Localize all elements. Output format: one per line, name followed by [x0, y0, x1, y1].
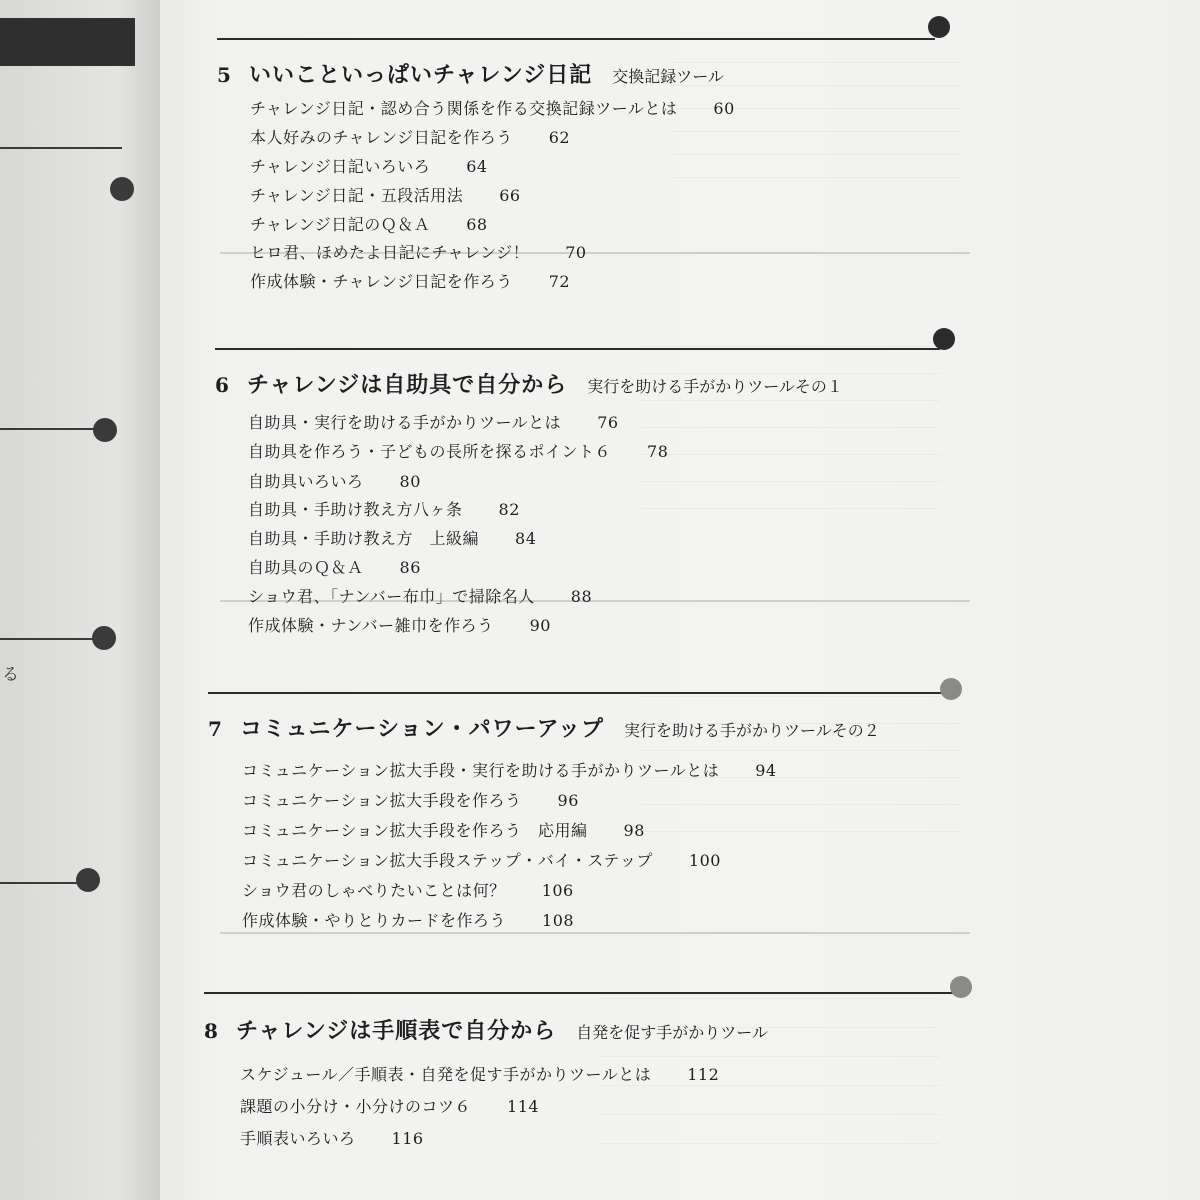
- chapter-subtitle: 実行を助ける手がかりツールその２: [624, 721, 880, 740]
- left-page: [0, 0, 168, 1200]
- chapter-subtitle: 実行を助ける手がかりツールその１: [587, 377, 843, 396]
- entry-page: 72: [548, 272, 571, 291]
- toc-entry[interactable]: [242, 758, 777, 781]
- chapter-number: 6: [215, 373, 230, 397]
- entry-title: ショウ君のしゃべりたいことは何？: [242, 881, 506, 900]
- toc-entry[interactable]: [248, 469, 421, 492]
- entry-page: 114: [507, 1097, 540, 1116]
- chapter-rule-dot: [933, 328, 955, 350]
- toc-entry[interactable]: [250, 212, 488, 235]
- entry-title: チャレンジ日記のＱ＆Ａ: [250, 215, 431, 234]
- toc-entry[interactable]: [240, 1094, 539, 1117]
- entry-page: 82: [498, 500, 520, 519]
- chapter-rule: [208, 692, 943, 694]
- entry-page: 84: [515, 529, 537, 548]
- entry-title: 本人好みのチャレンジ日記を作ろう: [250, 128, 513, 147]
- entry-title: コミュニケーション拡大手段・実行を助ける手がかりツールとは: [242, 761, 720, 780]
- entry-page: 90: [529, 616, 551, 635]
- left-page-dot: [110, 177, 134, 201]
- show-through: [600, 970, 940, 1150]
- chapter-rule: [204, 992, 956, 994]
- chapter-number: 5: [217, 63, 232, 87]
- left-page-dot: [92, 626, 116, 650]
- chapter-title: チャレンジは自助具で自分から: [247, 372, 568, 398]
- entry-title: 作成体験・やりとりカードを作ろう: [242, 911, 507, 930]
- entry-title: チャレンジ日記いろいろ: [250, 157, 431, 176]
- toc-page: [160, 0, 1200, 1200]
- toc-entry[interactable]: [250, 269, 570, 292]
- chapter-rule: [215, 348, 940, 350]
- entry-title: ヒロ君、ほめたよ日記にチャレンジ！: [250, 243, 530, 262]
- entry-page: 106: [541, 881, 574, 900]
- entry-page: 108: [542, 911, 575, 930]
- entry-page: 100: [688, 851, 721, 870]
- toc-entry[interactable]: [242, 848, 721, 871]
- toc-entry[interactable]: [242, 818, 645, 841]
- chapter-number: 7: [208, 717, 223, 741]
- show-through: [640, 670, 960, 840]
- toc-entry[interactable]: [248, 584, 592, 607]
- toc-entry[interactable]: [250, 183, 521, 206]
- entry-title: 作成体験・チャレンジ日記を作ろう: [250, 272, 513, 291]
- chapter-heading: [204, 1014, 768, 1045]
- left-page-dot: [93, 418, 117, 442]
- entry-page: 86: [399, 558, 421, 577]
- entry-title: ショウ君、「ナンバー布巾」で掃除名人: [248, 587, 535, 606]
- toc-entry[interactable]: [248, 439, 668, 462]
- chapter-subtitle: 自発を促す手がかりツール: [576, 1023, 768, 1042]
- entry-page: 112: [687, 1065, 720, 1084]
- entry-title: コミュニケーション拡大手段を作ろう: [242, 791, 522, 810]
- toc-entry[interactable]: [248, 526, 536, 549]
- toc-entry[interactable]: [248, 410, 619, 433]
- chapter-title: コミュニケーション・パワーアップ: [240, 716, 605, 742]
- entry-title: 自助具を作ろう・子どもの長所を探るポイント６: [248, 442, 612, 461]
- entry-page: 98: [623, 821, 645, 840]
- toc-entry[interactable]: [250, 154, 488, 177]
- left-page-header-bar: [0, 18, 135, 66]
- entry-page: 62: [548, 128, 571, 147]
- toc-entry[interactable]: [250, 96, 735, 119]
- toc-entry[interactable]: [248, 497, 520, 520]
- entry-title: コミュニケーション拡大手段を作ろう 応用編: [242, 821, 588, 840]
- entry-page: 66: [499, 186, 521, 205]
- toc-entry[interactable]: [248, 555, 421, 578]
- left-page-rule: [0, 147, 122, 149]
- entry-title: 課題の小分け・小分けのコツ６: [240, 1097, 472, 1116]
- chapter-title: チャレンジは手順表で自分から: [236, 1018, 557, 1044]
- toc-entry[interactable]: [250, 125, 570, 148]
- chapter-heading: [215, 368, 843, 399]
- entry-page: 116: [391, 1129, 424, 1148]
- entry-page: 68: [466, 215, 488, 234]
- entry-title: 手順表いろいろ: [240, 1129, 356, 1148]
- chapter-rule-dot: [928, 16, 950, 38]
- left-page-rule: [0, 638, 96, 640]
- entry-page: 70: [565, 243, 587, 262]
- entry-page: 94: [755, 761, 777, 780]
- left-page-edge-char: る: [2, 665, 19, 685]
- left-page-rule: [0, 882, 80, 884]
- entry-title: 自助具いろいろ: [248, 472, 364, 491]
- toc-entry[interactable]: [242, 908, 574, 931]
- entry-page: 80: [399, 472, 421, 491]
- toc-entry[interactable]: [240, 1062, 719, 1085]
- toc-entry[interactable]: [242, 788, 579, 811]
- entry-page: 78: [647, 442, 669, 461]
- entry-title: スケジュール／手順表・自発を促す手がかりツールとは: [240, 1065, 652, 1084]
- entry-title: 自助具・実行を助ける手がかりツールとは: [248, 413, 562, 432]
- toc-entry[interactable]: [248, 613, 551, 636]
- chapter-subtitle: 交換記録ツール: [612, 67, 724, 86]
- entry-title: チャレンジ日記・認め合う関係を作る交換記録ツールとは: [250, 99, 678, 118]
- entry-title: 自助具・手助け教え方 上級編: [248, 529, 480, 548]
- chapter-number: 8: [204, 1019, 219, 1043]
- entry-title: チャレンジ日記・五段活用法: [250, 186, 464, 205]
- toc-entry[interactable]: [250, 240, 587, 263]
- chapter-title: いいこといっぱいチャレンジ日記: [249, 62, 593, 88]
- show-through: [640, 320, 940, 520]
- toc-entry[interactable]: [240, 1126, 424, 1149]
- entry-title: 自助具のＱ＆Ａ: [248, 558, 364, 577]
- entry-page: 64: [466, 157, 488, 176]
- left-page-dot: [76, 868, 100, 892]
- entry-page: 88: [570, 587, 593, 606]
- show-through-rule: [220, 932, 970, 934]
- entry-page: 60: [713, 99, 735, 118]
- entry-page: 96: [557, 791, 579, 810]
- chapter-rule-dot: [940, 678, 962, 700]
- chapter-rule-dot: [950, 976, 972, 998]
- chapter-rule: [217, 38, 935, 40]
- entry-page: 76: [597, 413, 619, 432]
- chapter-heading: [208, 712, 880, 743]
- entry-title: 自助具・手助け教え方八ヶ条: [248, 500, 463, 519]
- chapter-heading: [217, 58, 724, 89]
- entry-title: コミュニケーション拡大手段ステップ・バイ・ステップ: [242, 851, 653, 870]
- toc-entry[interactable]: [242, 878, 574, 901]
- entry-title: 作成体験・ナンバー雑巾を作ろう: [248, 616, 494, 635]
- left-page-rule: [0, 428, 100, 430]
